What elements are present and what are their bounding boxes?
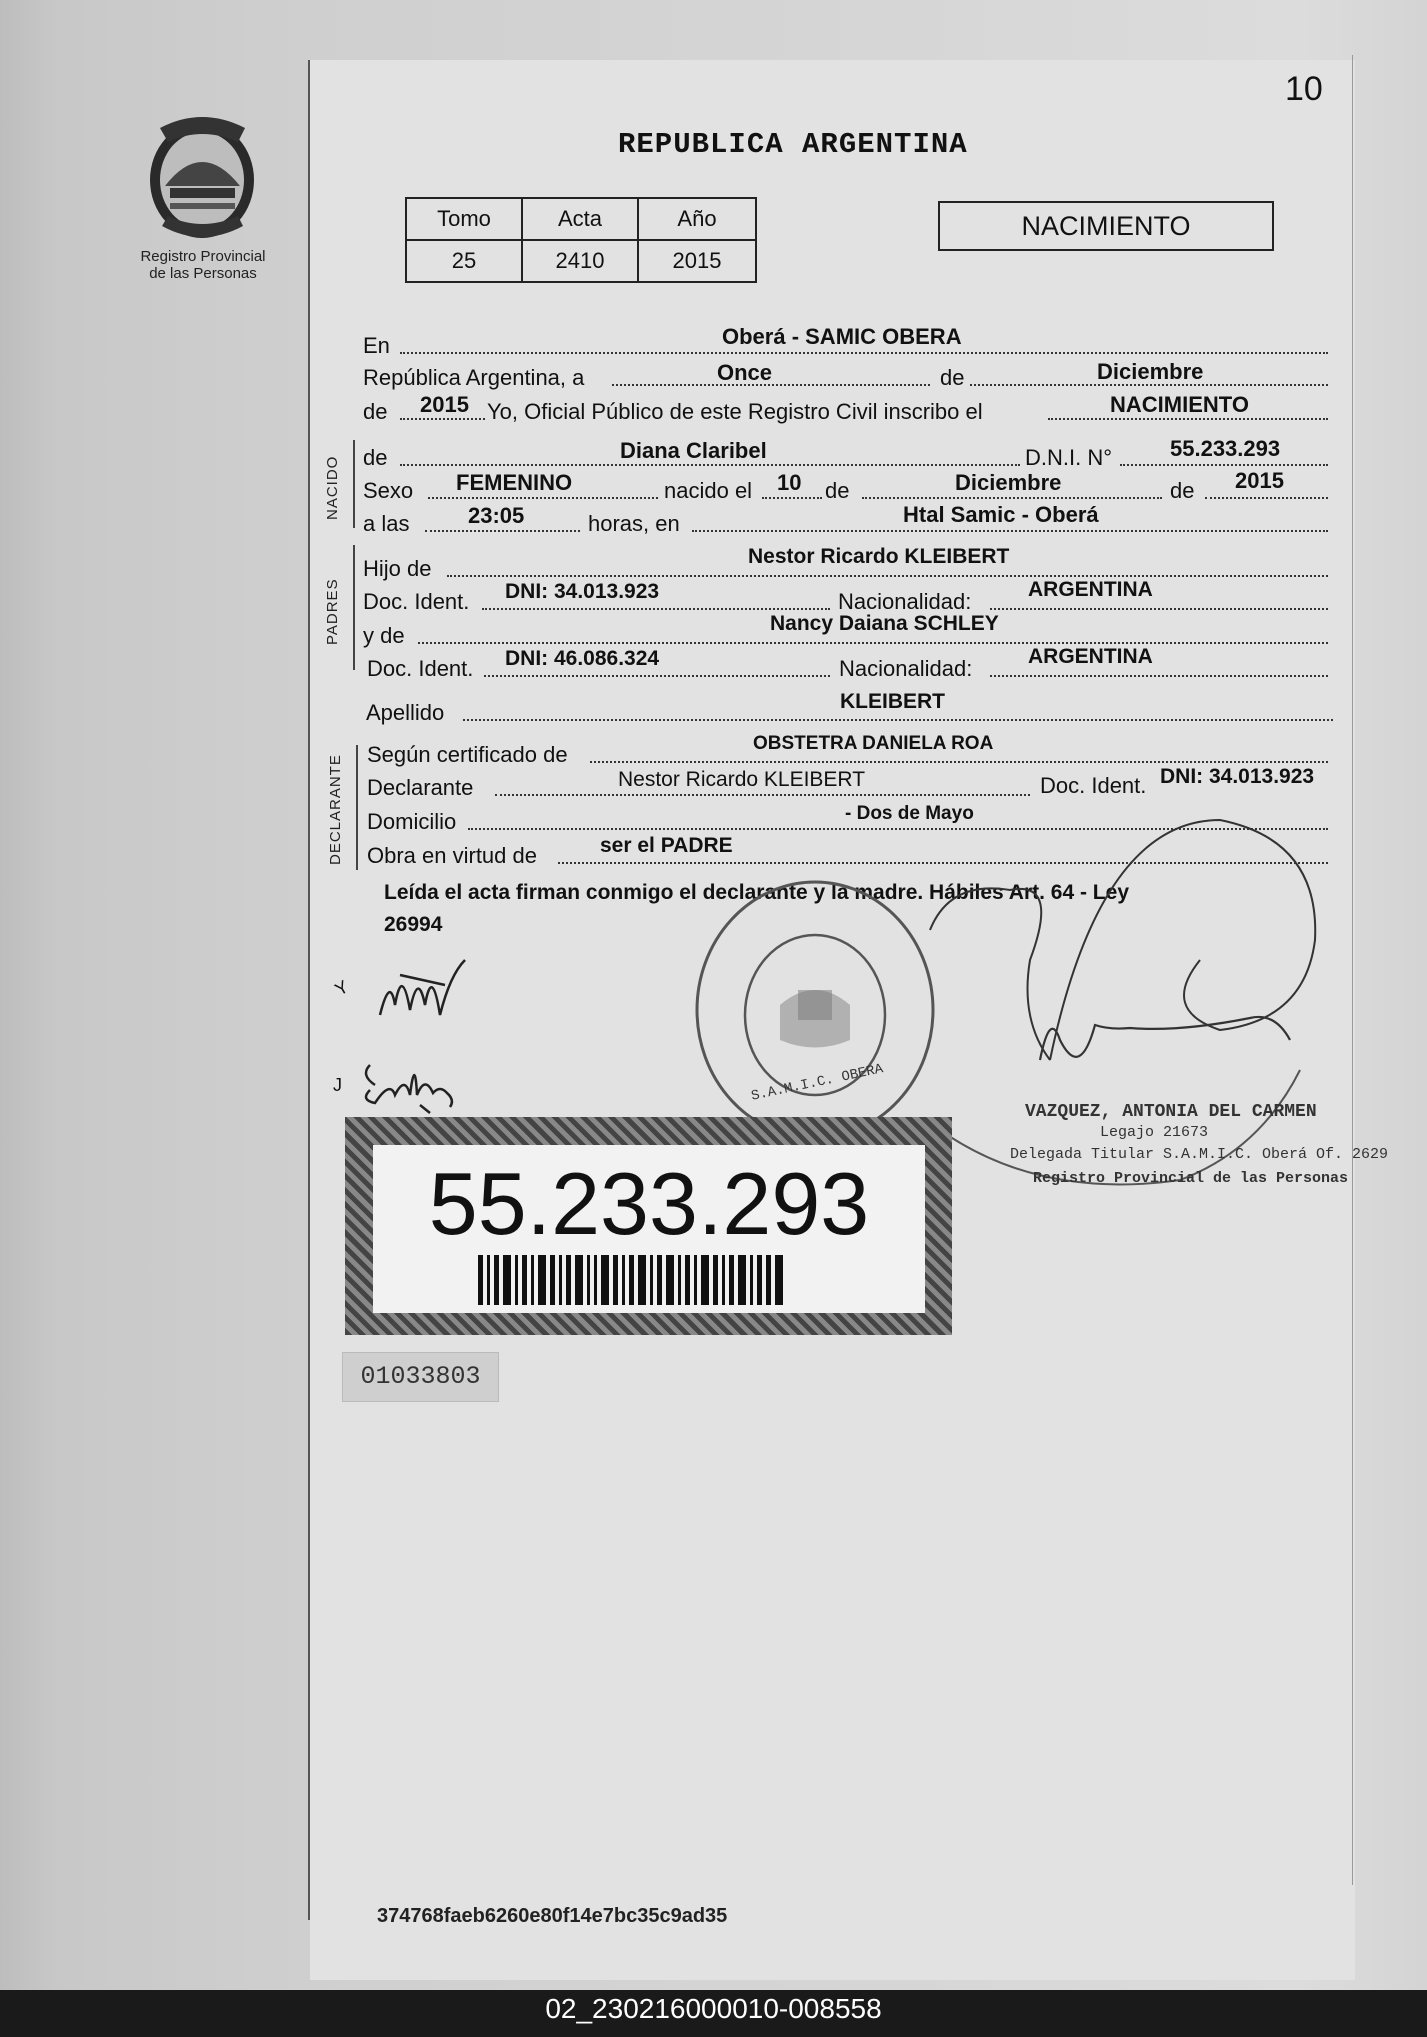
mother-signature bbox=[355, 1045, 475, 1115]
birth-de-label: de bbox=[825, 478, 850, 503]
dotted-rule bbox=[482, 608, 830, 610]
father-signature bbox=[370, 955, 500, 1035]
child-dni: 55.233.293 bbox=[1170, 436, 1281, 461]
child-name: Diana Claribel bbox=[620, 438, 767, 463]
domicilio-label: Domicilio bbox=[367, 809, 457, 834]
official-registry: Registro Provincial de las Personas bbox=[1033, 1170, 1349, 1187]
declarant-doc-label: Doc. Ident. bbox=[1040, 773, 1147, 798]
tomo-value: 25 bbox=[406, 240, 522, 282]
tomo-header: Tomo bbox=[406, 198, 522, 240]
dotted-rule bbox=[400, 464, 1020, 466]
father-nationality: ARGENTINA bbox=[1028, 578, 1153, 601]
anio-header: Año bbox=[638, 198, 756, 240]
nacido-el-label: nacido el bbox=[664, 478, 753, 503]
declarante-label: Declarante bbox=[367, 775, 474, 800]
de-label: de bbox=[940, 365, 965, 390]
dotted-rule bbox=[400, 418, 485, 420]
declarante-section-label: DECLARANTE bbox=[327, 754, 344, 865]
sig-mark2: J bbox=[333, 1075, 342, 1095]
sticker-serial: 01033803 bbox=[342, 1352, 499, 1402]
cert-label: Según certificado de bbox=[367, 742, 568, 767]
father-nat-label: Nacionalidad: bbox=[838, 589, 972, 614]
hijo-de-label: Hijo de bbox=[363, 556, 432, 581]
father-doc-label: Doc. Ident. bbox=[363, 589, 470, 614]
dotted-rule bbox=[484, 675, 830, 677]
section-bar bbox=[353, 440, 355, 528]
barcode-sticker bbox=[345, 1117, 952, 1335]
mother-doc: DNI: 46.086.324 bbox=[505, 647, 660, 670]
declarant-doc: DNI: 34.013.923 bbox=[1160, 765, 1315, 788]
acta-header: Acta bbox=[522, 198, 638, 240]
dotted-rule bbox=[990, 675, 1328, 677]
footer-id: 02_230216000010-008558 bbox=[545, 1993, 882, 2024]
province-seal-icon bbox=[140, 108, 265, 243]
dotted-rule bbox=[400, 352, 1328, 354]
document-title: REPUBLICA ARGENTINA bbox=[618, 128, 968, 161]
barcode-number: 55.233.293 bbox=[428, 1154, 870, 1253]
barcode-label bbox=[373, 1145, 925, 1313]
page-number: 10 bbox=[1285, 70, 1323, 108]
yde-label: y de bbox=[363, 623, 405, 648]
sig-mark1: Y bbox=[331, 976, 352, 1000]
anio-value: 2015 bbox=[638, 240, 756, 282]
official-legajo: Legajo 21673 bbox=[1100, 1124, 1209, 1141]
section-bar bbox=[353, 545, 355, 670]
en-label: En bbox=[363, 333, 390, 358]
apellido-value: KLEIBERT bbox=[840, 690, 945, 713]
sex-value: FEMENINO bbox=[456, 470, 573, 495]
birth-place: Htal Samic - Oberá bbox=[903, 502, 1099, 527]
birth-year: 2015 bbox=[1235, 468, 1284, 493]
dni-label: D.N.I. N° bbox=[1025, 445, 1113, 470]
reason-value: ser el PADRE bbox=[600, 834, 733, 857]
official-name: VAZQUEZ, ANTONIA DEL CARMEN bbox=[1025, 1102, 1317, 1122]
father-doc: DNI: 34.013.923 bbox=[505, 580, 660, 603]
margin-line bbox=[308, 60, 310, 1920]
right-margin-line bbox=[1352, 55, 1353, 1885]
birth-day: 10 bbox=[777, 470, 802, 495]
logo-caption-line2: de las Personas bbox=[149, 265, 257, 282]
logo-caption bbox=[128, 248, 278, 282]
registry-round-stamp bbox=[690, 875, 940, 1145]
mother-name: Nancy Daiana SCHLEY bbox=[770, 612, 999, 635]
declarant-name: Nestor Ricardo KLEIBERT bbox=[618, 768, 866, 791]
mother-doc-label: Doc. Ident. bbox=[367, 656, 474, 681]
official-role: Delegada Titular S.A.M.I.C. Oberá Of. 2629 bbox=[1010, 1146, 1389, 1163]
obra-label: Obra en virtud de bbox=[367, 843, 537, 868]
apellido-label: Apellido bbox=[366, 700, 445, 725]
alas-label: a las bbox=[363, 511, 410, 536]
dotted-rule bbox=[463, 719, 1333, 721]
dotted-rule bbox=[447, 575, 1328, 577]
round-stamp-bottom: S.A.M.I.C. OBERA bbox=[749, 1061, 885, 1105]
nacido-de-label: de bbox=[363, 445, 388, 470]
padres-section-label: PADRES bbox=[324, 578, 341, 645]
republica-label: República Argentina, a bbox=[363, 365, 585, 390]
dotted-rule bbox=[990, 608, 1328, 610]
dotted-rule bbox=[1205, 497, 1328, 499]
closing-line1: Leída el acta firman conmigo el declarante y la madre. Hábiles Art. 64 - Ley bbox=[384, 881, 1129, 904]
certificate-value: OBSTETRA DANIELA ROA bbox=[753, 733, 994, 754]
horas-label: horas, en bbox=[588, 511, 680, 536]
official-text: Yo, Oficial Público de este Registro Civil inscribo el bbox=[487, 399, 983, 424]
dotted-rule bbox=[762, 497, 822, 499]
dotted-rule bbox=[1048, 418, 1328, 420]
closing-line2: 26994 bbox=[384, 913, 443, 936]
birth-time: 23:05 bbox=[468, 503, 525, 528]
section-bar bbox=[356, 745, 358, 870]
dotted-rule bbox=[425, 530, 580, 532]
birth-month: Diciembre bbox=[955, 470, 1062, 495]
acta-value: 2410 bbox=[522, 240, 638, 282]
day-words: Once bbox=[717, 360, 773, 385]
registry-table bbox=[405, 197, 757, 283]
dotted-rule bbox=[1120, 464, 1328, 466]
dotted-rule bbox=[862, 497, 1162, 499]
inscribes-value: NACIMIENTO bbox=[1110, 392, 1249, 417]
record-type-box: NACIMIENTO bbox=[938, 201, 1274, 251]
mother-nat-label: Nacionalidad: bbox=[839, 656, 973, 681]
address-value: - Dos de Mayo bbox=[845, 803, 974, 824]
de2-label: de bbox=[363, 399, 388, 424]
barcode bbox=[478, 1255, 823, 1305]
sexo-label: Sexo bbox=[363, 478, 414, 503]
document-hash: 374768faeb6260e80f14e7bc35c9ad35 bbox=[377, 1905, 728, 1927]
nacido-section-label: NACIDO bbox=[324, 455, 341, 520]
year-value: 2015 bbox=[420, 392, 469, 417]
mother-nationality: ARGENTINA bbox=[1028, 645, 1153, 668]
dotted-rule bbox=[418, 642, 1328, 644]
father-name: Nestor Ricardo KLEIBERT bbox=[748, 545, 1010, 568]
place-value: Oberá - SAMIC OBERA bbox=[722, 324, 962, 349]
dotted-rule bbox=[692, 530, 1328, 532]
dotted-rule bbox=[428, 497, 658, 499]
dotted-rule bbox=[590, 761, 1328, 763]
birth-de-label2: de bbox=[1170, 478, 1195, 503]
month-value: Diciembre bbox=[1097, 359, 1204, 384]
logo-caption-line1: Registro Provincial bbox=[140, 248, 266, 265]
